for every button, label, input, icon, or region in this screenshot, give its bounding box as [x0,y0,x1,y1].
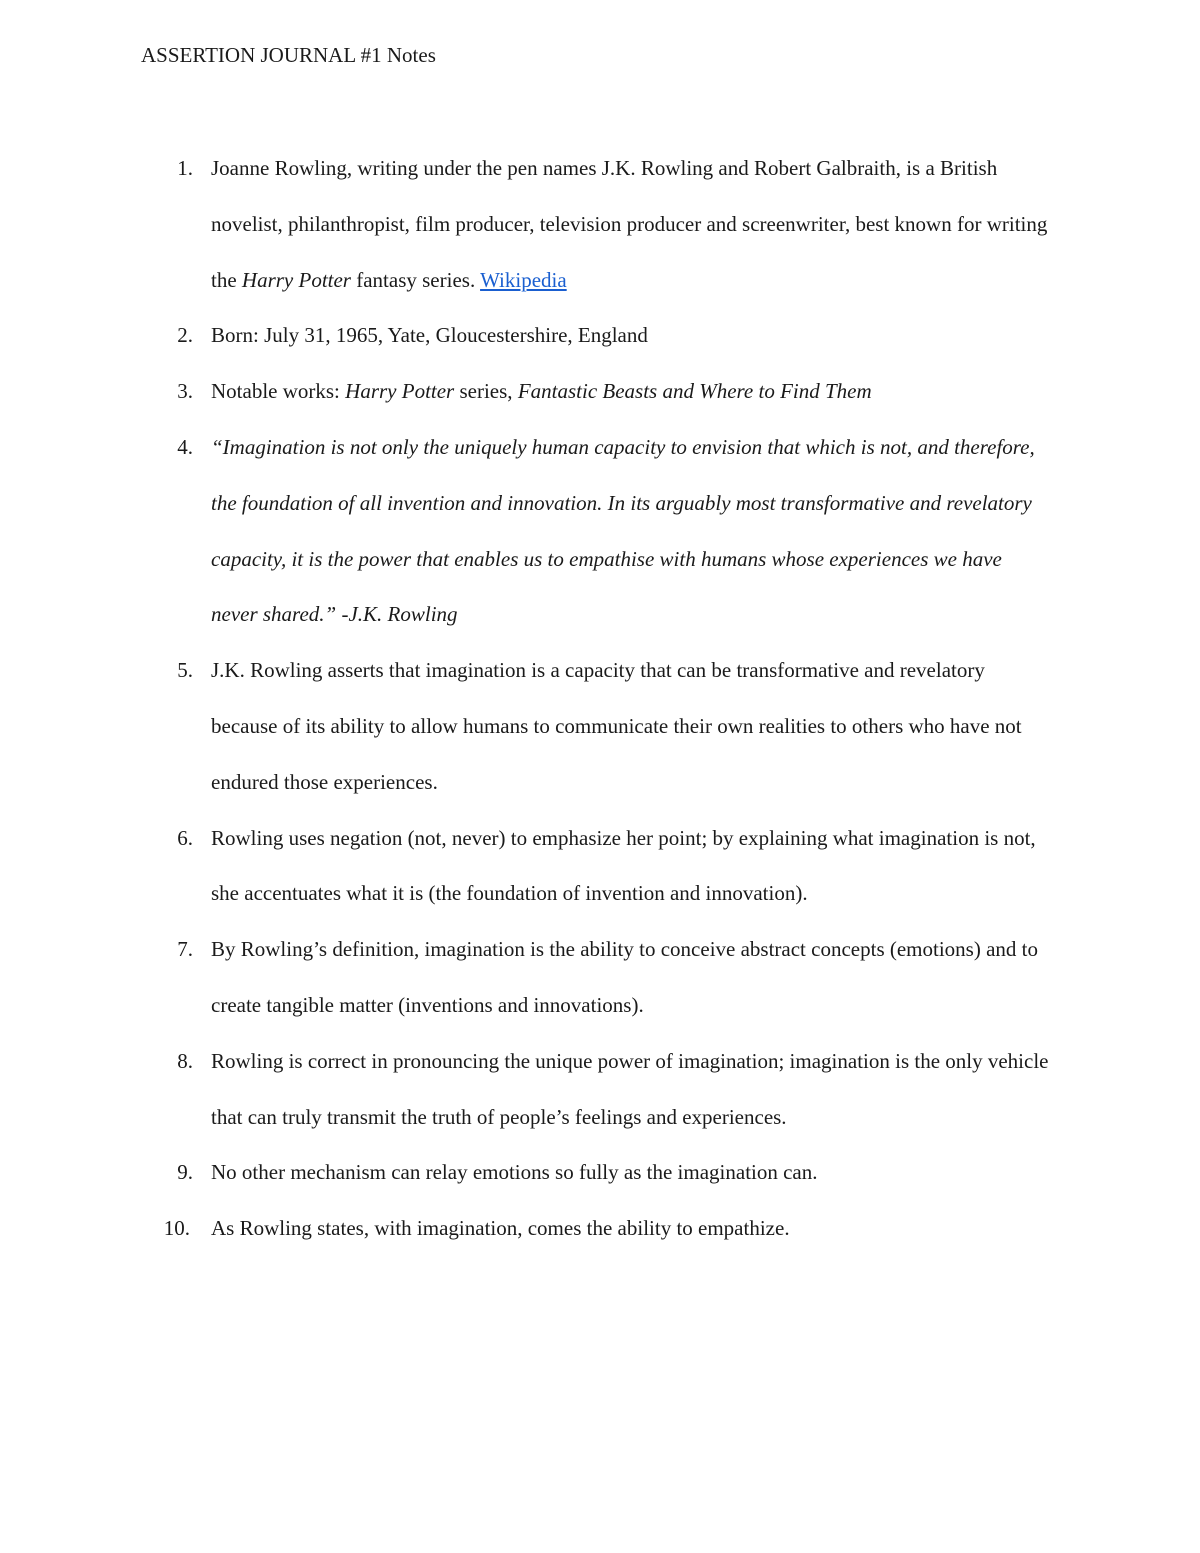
list-item [141,141,1051,308]
item-number: 7. [177,937,193,962]
book-title: Harry Potter [345,379,455,404]
item-number: 1. [177,156,193,180]
item-number: 3. [177,379,193,404]
book-title: Harry Potter [241,267,351,292]
list-item [141,420,1051,643]
notes-list [141,141,1051,1257]
wikipedia-link[interactable]: Wikipedia [480,267,567,292]
quote-text: “Imagination is not only the uniquely human capacity to envision that which is not, and therefore, the foundation of all invention and innovation. In its arguably most transformative and revelatory capacity, it is the power that enables us to empathise with humans whose experiences we have never shared.” -J.K. Rowling [211,434,1035,627]
list-item [141,308,1051,364]
item-text: Rowling is correct in pronouncing the unique power of imagination; imagination is the only vehicle that can truly transmit the truth of people’s feelings and experiences. [211,1048,1049,1129]
item-text: Joanne Rowling, writing under the pen names J.K. Rowling and Robert Galbraith, is a British novelist, philanthropist, film producer, television producer and screenwriter, best known for writing the [211,156,1048,292]
item-number: 10. [163,1216,190,1241]
list-item [141,1145,1051,1201]
item-text: By Rowling’s definition, imagination is the ability to conceive abstract concepts (emotions) and to create tangible matter (inventions and innovations). [211,937,1038,1017]
item-text: fantasy series. [350,267,481,292]
list-item [141,811,1051,923]
book-title: Fantastic Beasts and Where to Find Them [517,379,872,404]
item-number: 5. [177,658,193,683]
item-label: Notable works: [211,379,346,404]
list-item [141,1034,1051,1146]
document-title: ASSERTION JOURNAL #1 Notes [141,43,436,67]
item-number: 8. [177,1048,193,1073]
item-number: 4. [177,434,193,459]
item-number: 9. [177,1160,193,1185]
item-text: No other mechanism can relay emotions so fully as the imagination can. [211,1160,818,1185]
item-text: series, [454,379,518,404]
list-item [141,643,1051,810]
list-item [141,364,1051,420]
list-item [141,1201,1051,1257]
item-text: Born: July 31, 1965, Yate, Gloucestershire, England [211,323,648,348]
item-text: J.K. Rowling asserts that imagination is a capacity that can be transformative and revelatory because of its ability to allow humans to communicate their own realities to others who have not endured those experiences. [211,658,1022,794]
item-text: As Rowling states, with imagination, comes the ability to empathize. [211,1216,790,1241]
item-text: Rowling uses negation (not, never) to emphasize her point; by explaining what imagination is not, she accentuates what it is (the foundation of invention and innovation). [211,825,1036,906]
item-number: 2. [177,323,193,348]
list-item [141,922,1051,1034]
item-number: 6. [177,825,193,850]
